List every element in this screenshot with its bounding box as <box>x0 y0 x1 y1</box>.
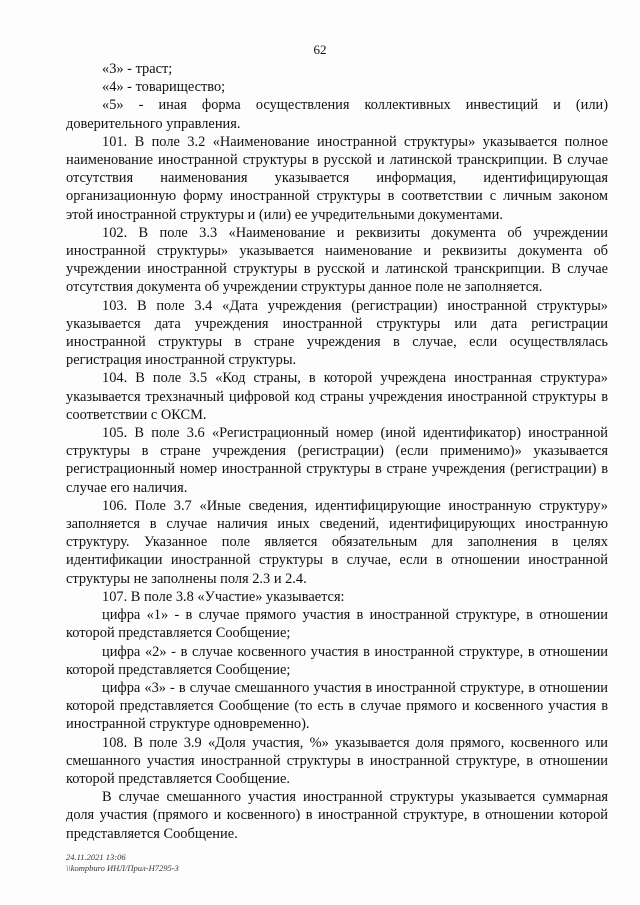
page-number: 62 <box>313 42 327 57</box>
paragraph: 108. В поле 3.9 «Доля участия, %» указывается доля прямого, косвенного или смешанного участия иностранной структуры в иностранной структуре, в отношении которой представляется Сообщение. <box>66 734 608 787</box>
paragraph: цифра «1» - в случае прямого участия в иностранной структуре, в отношении которой представляется Сообщение; <box>66 607 608 642</box>
paragraph: 102. В поле 3.3 «Наименование и реквизиты документа об учреждении иностранной структуры» указывается наименование и реквизиты документа об учреждении иностранной структуры в русской и латинской транскрипции. В случае отсутствия документа об учреждении структуры данное поле не заполняется. <box>66 224 608 296</box>
document-body <box>66 60 608 843</box>
paragraph: В случае смешанного участия иностранной структуры указывается суммарная доля участия (прямого и косвенного) в иностранной структуре, в отношении которой представляется Сообщение. <box>66 789 608 842</box>
paragraph: 107. В поле 3.8 «Участие» указывается: <box>102 588 345 605</box>
paragraph: 105. В поле 3.6 «Регистрационный номер (иной идентификатор) иностранной структуры в стране учреждения (регистрации) (если применимо)» указывается регистрационный номер иностранной структуры в стране учреждения (регистрации) в случае его наличия. <box>66 425 608 496</box>
paragraph: «4» - товарищество; <box>102 79 226 96</box>
paragraph: 106. Поле 3.7 «Иные сведения, идентифицирующие иностранную структуру» заполняется в случае наличия иных сведений, идентифицирующих иностранную структуру. Указанное поле является обязательным для заполнения в целях идентификации иностранной структуры в случае, если в отношении иностранной структуры не заполнены поля 2.3 и 2.4. <box>66 497 608 587</box>
document-footer <box>66 852 179 874</box>
paragraph: «5» - иная форма осуществления коллективных инвестиций и (или) доверительного управления. <box>66 97 608 132</box>
paragraph: 104. В поле 3.5 «Код страны, в которой учреждена иностранная структура» указывается трехзначный цифровой код страны учреждения иностранной структуры в соответствии с ОКСМ. <box>66 370 608 423</box>
footer-file-path: \\kompburo ИНЛ/Прил-Н7295-3 <box>66 863 179 873</box>
paragraph: «3» - траст; <box>102 61 173 77</box>
paragraph: цифра «3» - в случае смешанного участия в иностранной структуре, в отношении которой представляется Сообщение (то есть в случае прямого и косвенного участия в иностранной структуре одновременно). <box>66 679 608 733</box>
paragraph: 103. В поле 3.4 «Дата учреждения (регистрации) иностранной структуры» указывается дата учреждения иностранной структуры или дата регистрации иностранной структуры в стране учреждения в случае, если осуществлялась регистрация иностранной структуры. <box>66 297 608 369</box>
paragraph: 101. В поле 3.2 «Наименование иностранной структуры» указывается полное наименование иностранной структуры в русской и латинской транскрипции. В случае отсутствия наименования указывается информация, идентифицирующая организационную форму иностранной структуры в соответствии с личным законом этой иностранной структуры и (или) ее учредительными документами. <box>66 133 608 223</box>
paragraph: цифра «2» - в случае косвенного участия в иностранной структуре, в отношении которой представляется Сообщение; <box>66 643 608 678</box>
footer-timestamp: 24.11.2021 13:06 <box>66 852 126 862</box>
